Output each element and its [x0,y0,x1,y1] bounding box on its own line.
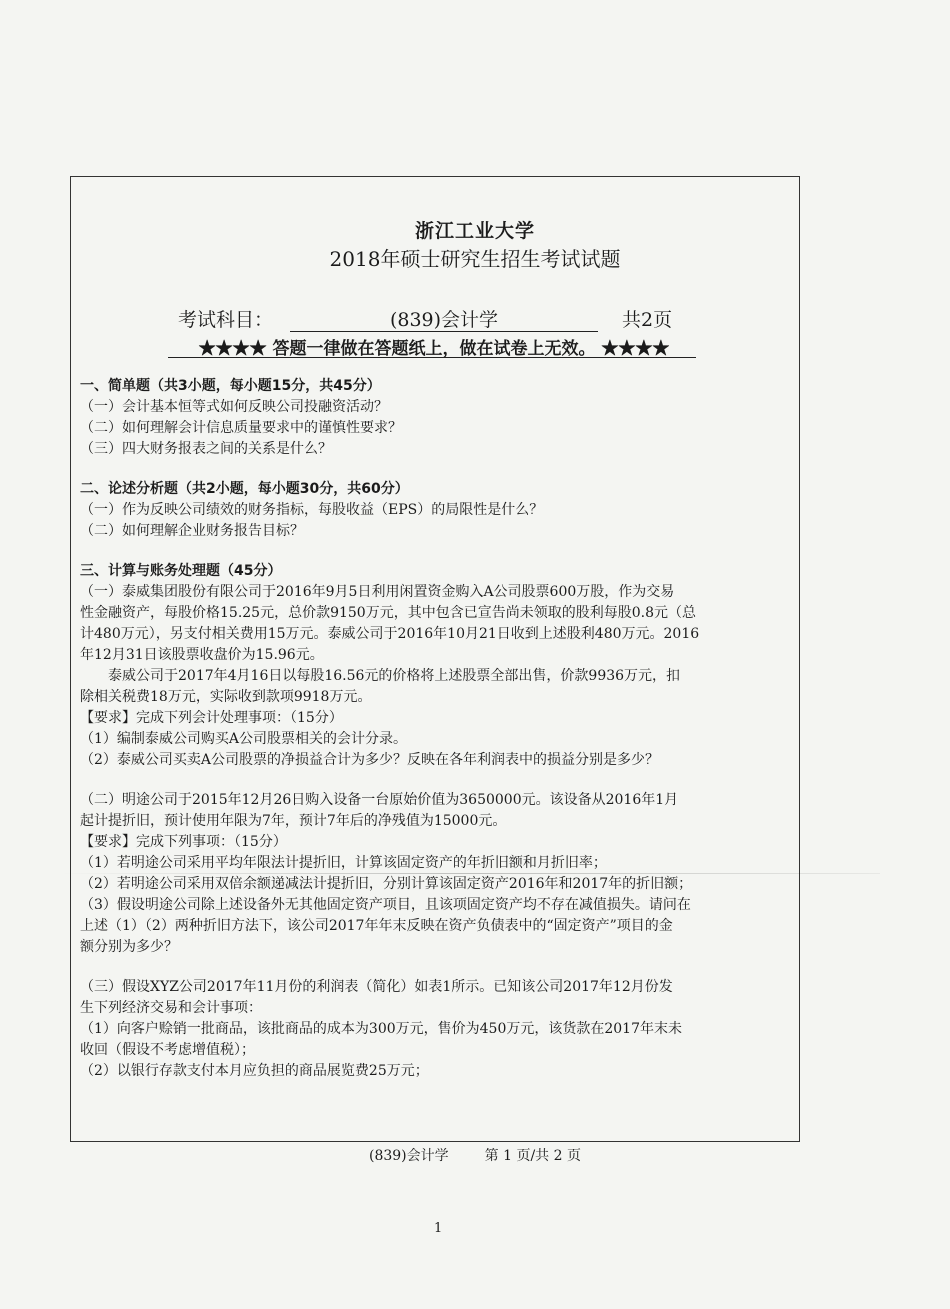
subject-value: (839)会计学 [290,309,598,332]
text-line: （3）假设明途公司除上述设备外无其他固定资产项目，且该项固定资产均不存在减值损失。请问在 [80,897,691,913]
page-footer [0,1145,950,1165]
text-line: （1）若明途公司采用平均年限法计提折旧，计算该固定资产的年折旧额和月折旧率； [80,855,607,871]
text-line: 性金融资产，每股价格15.25元，总价款9150万元，其中包含已宣告尚未领取的股利每股0.8元（总 [80,605,696,621]
text-line: （二）明途公司于2015年12月26日购入设备一台原始价值为3650000元。该设备从2016年1月 [80,792,679,808]
text-line: （2）以银行存款支付本月应负担的商品展览费25万元； [80,1063,429,1079]
text-line: 除相关税费18万元，实际收到款项9918万元。 [80,689,372,705]
text-line: （三）四大财务报表之间的关系是什么？ [80,441,332,457]
spacer [80,542,796,561]
text-line: 收回（假设不考虑增值税）； [80,1042,255,1058]
section-heading: 三、计算与账务处理题（45分） [80,563,282,579]
subject-line [178,305,672,332]
page-number: 1 [434,1221,443,1236]
text-line: 年12月31日该股票收盘价为15.96元。 [80,647,324,663]
university-name: 浙江工业大学 [414,220,535,242]
text-line: 生下列经济交易和会计事项： [80,1000,262,1016]
text-line: （一）会计基本恒等式如何反映公司投融资活动？ [80,399,388,415]
text-line: （2）泰威公司买卖A公司股票的净损益合计为多少？反映在各年利润表中的损益分别是多少？ [80,752,660,768]
text-line: （2）若明途公司采用双倍余额递减法计提折旧，分别计算该固定资产2016年和2017年的折旧额； [80,876,693,892]
text-line: （一）泰威集团股份有限公司于2016年9月5日利用闲置资金购入A公司股票600万股，作为交易 [80,584,675,600]
subject-label: 考试科目： [178,309,274,331]
text-line: （1）向客户赊销一批商品，该批商品的成本为300万元，售价为450万元，该货款在2017年末未 [80,1021,682,1037]
text-line: （二）如何理解企业财务报告目标？ [80,523,304,539]
exam-content [80,376,796,1082]
spacer [80,958,796,977]
text-line: （1）编制泰威公司购买A公司股票相关的会计分录。 [80,731,408,747]
page-count: 共2页 [622,309,673,331]
text-line: 【要求】完成下列事项：（15分） [80,834,287,850]
section-heading: 一、简单题（共3小题，每小题15分，共45分） [80,378,381,394]
section-heading: 二、论述分析题（共2小题，每小题30分，共60分） [80,481,409,497]
text-line: （三）假设XYZ公司2017年11月份的利润表（简化）如表1所示。已知该公司2017年12月份发 [80,979,673,995]
text-line: 计480万元），另支付相关费用15万元。泰威公司于2016年10月21日收到上述股利480万元。2016 [80,626,700,642]
notice-underline [168,357,696,358]
footer-page-info: 第 1 页/共 2 页 [484,1148,581,1164]
text-line: （一）作为反映公司绩效的财务指标，每股收益（EPS）的局限性是什么？ [80,502,544,518]
text-line: 【要求】完成下列会计处理事项：（15分） [80,710,343,726]
text-line: 上述（1）（2）两种折旧方法下，该公司2017年年末反映在资产负债表中的“固定资产”项目的金 [80,918,673,934]
footer-subject: (839)会计学 [369,1148,449,1164]
exam-title: 2018年硕士研究生招生考试试题 [329,247,621,271]
text-line: （二）如何理解会计信息质量要求中的谨慎性要求？ [80,420,402,436]
text-line: 额分别为多少？ [80,939,178,955]
spacer [80,771,796,790]
text-line: 起计提折旧，预计使用年限为7年，预计7年后的净残值为15000元。 [80,813,507,829]
text-line: 泰威公司于2017年4月16日以每股16.56元的价格将上述股票全部出售，价款9936万元，扣 [108,668,681,684]
answer-notice: ★★★★ 答题一律做在答题纸上，做在试卷上无效。 ★★★★ [198,339,670,359]
spacer [80,460,796,479]
